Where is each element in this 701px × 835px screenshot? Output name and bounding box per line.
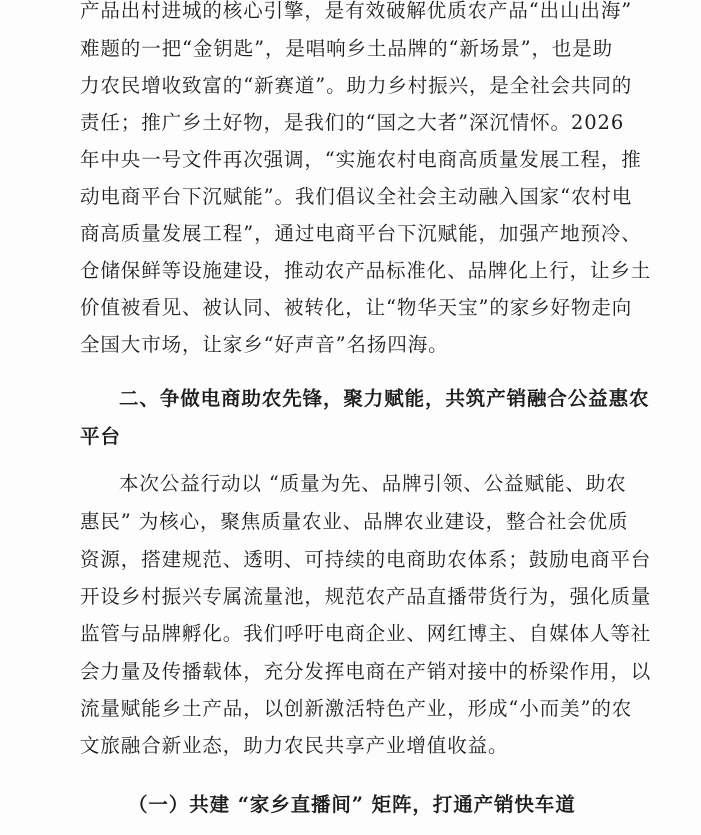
body-text-line: 文旅融合新业态，助力农民共享产业增值收益。 [80, 734, 509, 757]
body-text-line: 资源，搭建规范、透明、可持续的电商助农体系；鼓励电商平台 [80, 548, 652, 571]
body-text-line: 力农民增收致富的“新赛道”。助力乡村振兴，是全社会共同的 [80, 74, 633, 97]
body-text-line: 会力量及传播载体，充分发挥电商在产销对接中的桥梁作用，以 [80, 660, 652, 683]
subsection-heading: （一）共建 “家乡直播间” 矩阵，打通产销快车道 [128, 793, 576, 816]
body-text-line: 价值被看见、被认同、被转化，让“物华天宝”的家乡好物走向 [80, 296, 633, 319]
body-text-line: 全国大市场，让家乡“好声音”名扬四海。 [80, 333, 449, 356]
body-text-line: 难题的一把“金钥匙”，是唱响乡土品牌的“新场景”，也是助 [80, 37, 614, 60]
body-text-line: 仓储保鲜等设施建设，推动农产品标准化、品牌化上行，让乡土 [80, 259, 652, 282]
body-text-line: 监管与品牌孵化。我们呼吁电商企业、网红博主、自媒体人等社 [80, 622, 652, 645]
body-text-line: 商高质量发展工程”，通过电商平台下沉赋能，加强产地预冷、 [80, 222, 642, 245]
body-text-line: 动电商平台下沉赋能”。我们倡议全社会主动融入国家“农村电 [80, 185, 633, 208]
body-text-line: 流量赋能乡土产品，以创新激活特色产业，形成“小而美”的农 [80, 697, 633, 720]
body-text-line: 开设乡村振兴专属流量池，规范农产品直播带货行为，强化质量 [80, 585, 652, 608]
body-text-line: 产品出村进城的核心引擎，是有效破解优质农产品“出山出海” [80, 0, 633, 22]
body-text-line: 年中央一号文件再次强调，“实施农村电商高质量发展工程，推 [80, 148, 642, 171]
section-heading: 二、争做电商助农先锋，聚力赋能，共筑产销融合公益惠农 [119, 387, 650, 410]
section-heading-continued: 平台 [80, 425, 121, 448]
body-text-line: 惠民” 为核心，聚焦质量农业、品牌农业建设，整合社会优质 [80, 510, 629, 533]
body-text-line: 本次公益行动以 “质量为先、品牌引领、公益赋能、助农 [119, 472, 627, 495]
body-text-line: 责任；推广乡土好物，是我们的“国之大者”深沉情怀。2026 [80, 111, 625, 134]
